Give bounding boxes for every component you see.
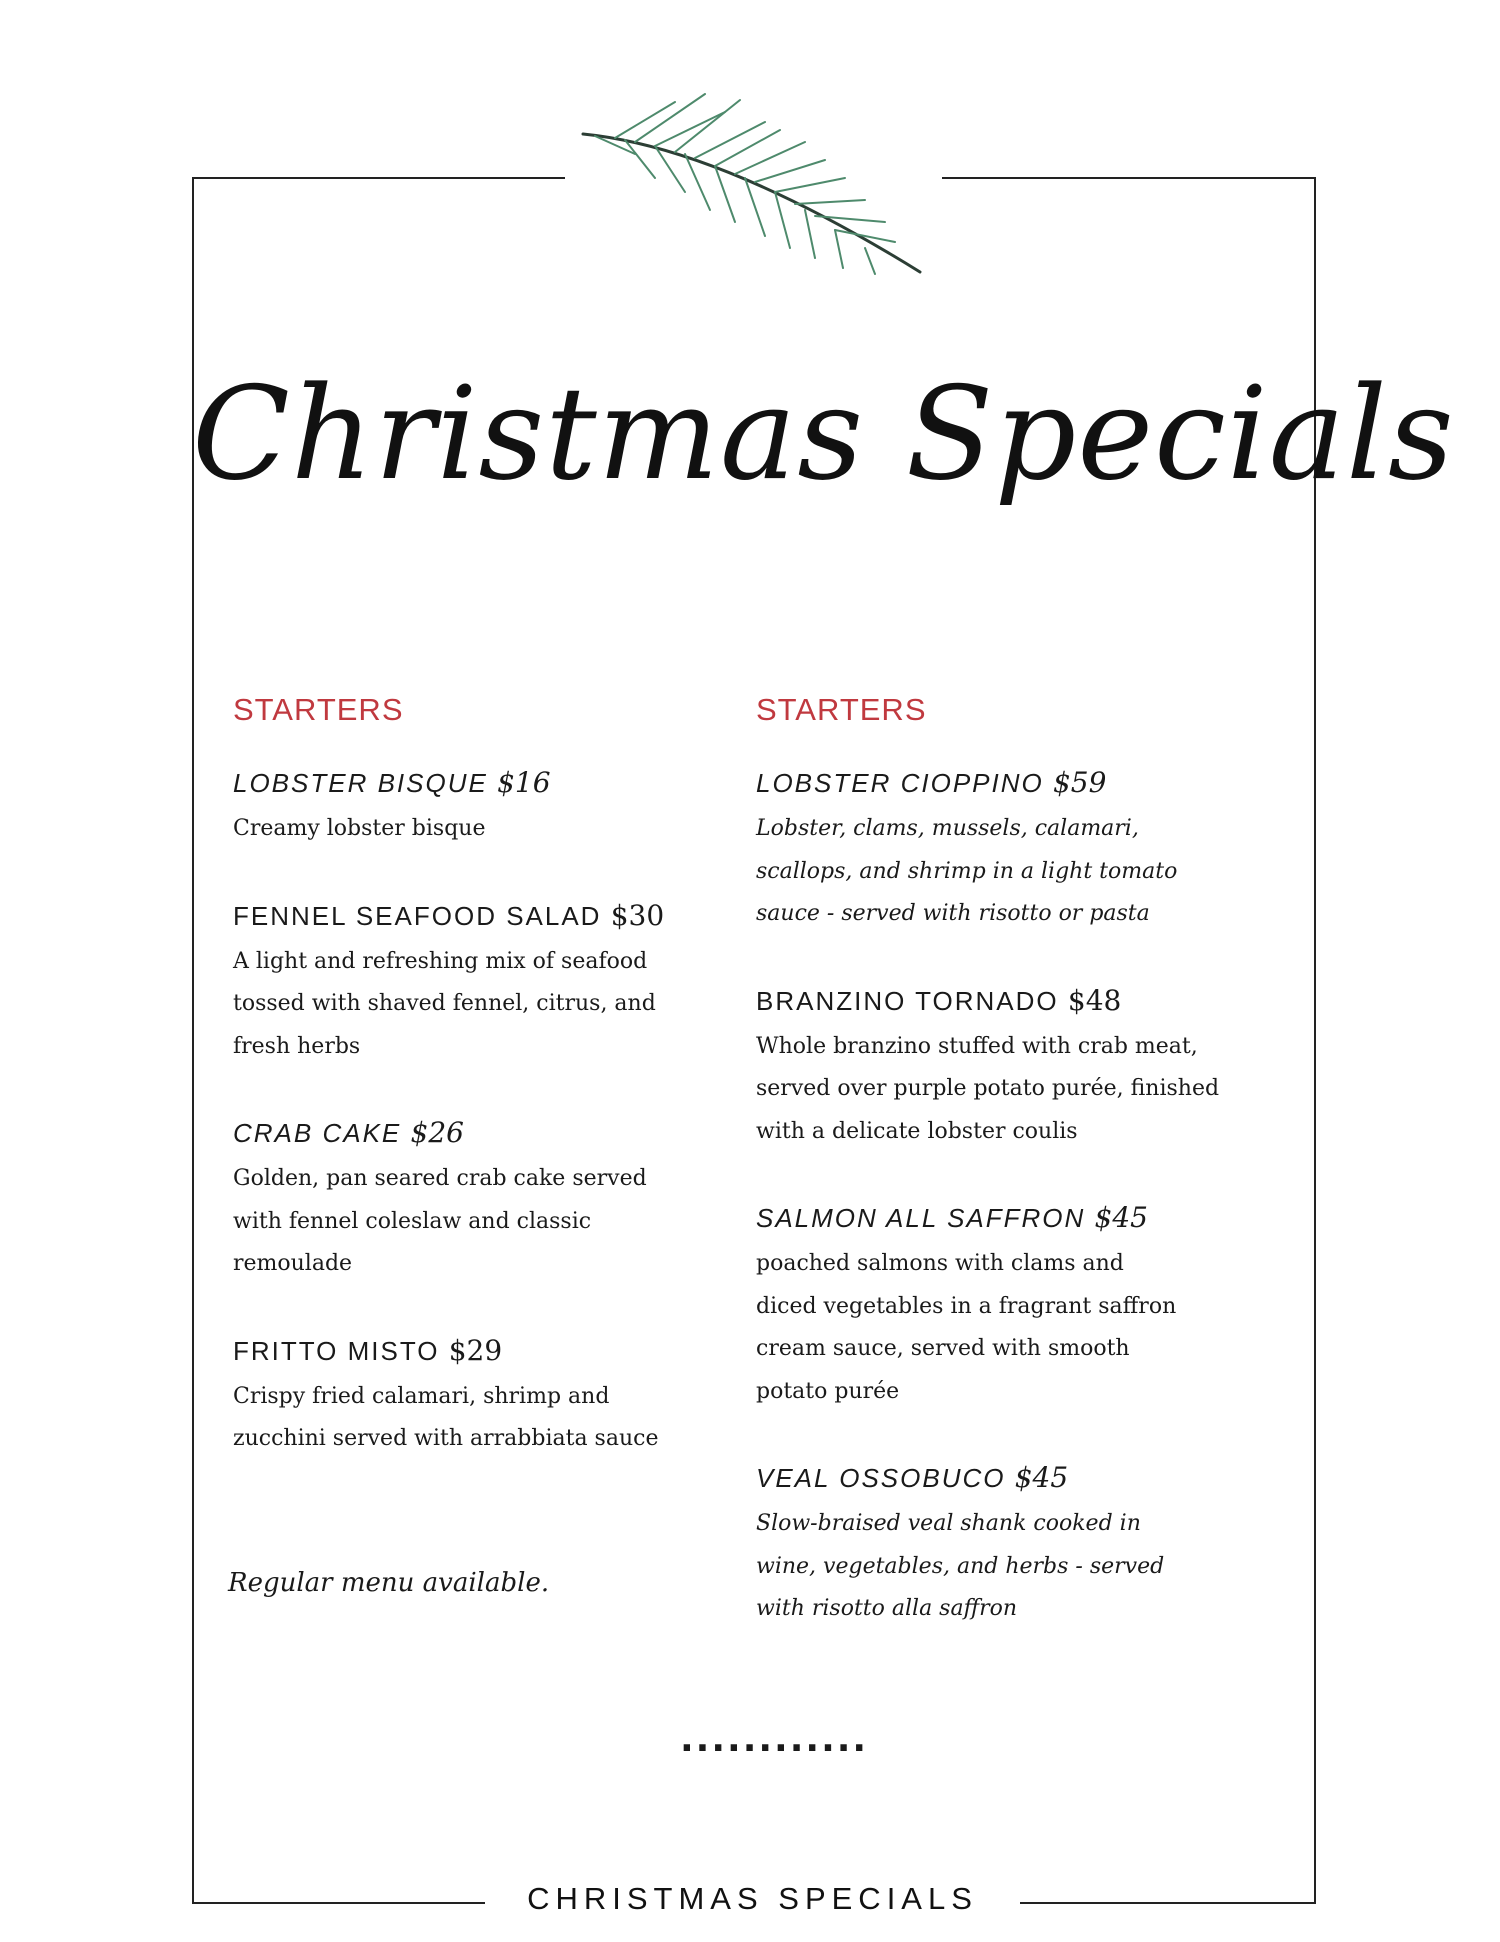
item-name-text: CRAB CAKE	[233, 1118, 402, 1148]
left-menu-column	[233, 690, 703, 1507]
item-price: $45	[1094, 1201, 1148, 1234]
menu-item	[756, 1459, 1266, 1631]
item-name-text: BRANZINO TORNADO	[756, 985, 1059, 1016]
item-description: Crispy fried calamari, shrimp and zucchini served with arrabbiata sauce	[233, 1383, 659, 1451]
item-description: Golden, pan seared crab cake served with fennel coleslaw and classic remoulade	[233, 1166, 647, 1276]
item-name-text: FENNEL SEAFOOD SALAD	[233, 900, 602, 931]
item-name-text: SALMON ALL SAFFRON	[756, 1203, 1086, 1233]
menu-item	[756, 1199, 1266, 1413]
section-title-starters: STARTERS	[756, 692, 927, 727]
item-name-text: FRITTO MISTO	[233, 1335, 440, 1366]
menu-title: Christmas Specials	[192, 360, 1455, 509]
section-title-starters: STARTERS	[233, 692, 404, 727]
item-price: $16	[497, 766, 551, 799]
menu-item	[233, 1332, 703, 1461]
item-description: A light and refreshing mix of seafood tossed with shaved fennel, citrus, and fresh herbs	[233, 948, 656, 1059]
right-menu-column	[756, 690, 1266, 1677]
frame-bottom-left-line	[192, 1902, 485, 1904]
item-name	[233, 1332, 703, 1370]
item-name	[756, 982, 1266, 1020]
item-price: $29	[448, 1333, 503, 1367]
item-description: Creamy lobster bisque	[233, 816, 486, 841]
footer-title: CHRISTMAS SPECIALS	[527, 1881, 978, 1916]
item-name-text: VEAL OSSOBUCO	[756, 1463, 1006, 1493]
item-description: Whole branzino stuffed with crab meat, served over purple potato purée, finished with a delicate lobster coulis	[756, 1033, 1220, 1144]
item-description: Lobster, clams, mussels, calamari, scallops, and shrimp in a light tomato sauce - served with risotto or pasta	[756, 816, 1178, 926]
pine-sprig-icon	[575, 82, 935, 282]
regular-menu-note: Regular menu available.	[228, 1568, 550, 1598]
menu-item	[756, 982, 1266, 1154]
item-description: Slow-braised veal shank cooked in wine, vegetables, and herbs - served with risotto alla saffron	[756, 1511, 1165, 1621]
frame-bottom-right-line	[1020, 1902, 1316, 1904]
item-name	[233, 1114, 703, 1152]
item-name	[756, 1459, 1266, 1497]
item-description: poached salmons with clams and diced vegetables in a fragrant saffron cream sauce, served with smooth potato purée	[756, 1251, 1177, 1404]
item-name	[756, 764, 1266, 802]
item-name	[233, 764, 703, 802]
frame-top-right-line	[942, 177, 1316, 179]
item-name	[233, 897, 703, 935]
item-price: $59	[1052, 766, 1107, 799]
frame-top-left-line	[192, 177, 565, 179]
menu-item	[756, 764, 1266, 936]
item-price: $48	[1067, 983, 1122, 1017]
item-name-text: LOBSTER CIOPPINO	[756, 768, 1044, 798]
menu-item	[233, 1114, 703, 1286]
item-name-text: LOBSTER BISQUE	[233, 768, 488, 798]
menu-item	[233, 897, 703, 1069]
item-name	[756, 1199, 1266, 1237]
menu-item	[233, 764, 703, 851]
item-price: $30	[610, 898, 665, 932]
item-price: $45	[1014, 1461, 1069, 1494]
item-price: $26	[410, 1116, 464, 1149]
dotted-divider: ............	[680, 1719, 869, 1760]
